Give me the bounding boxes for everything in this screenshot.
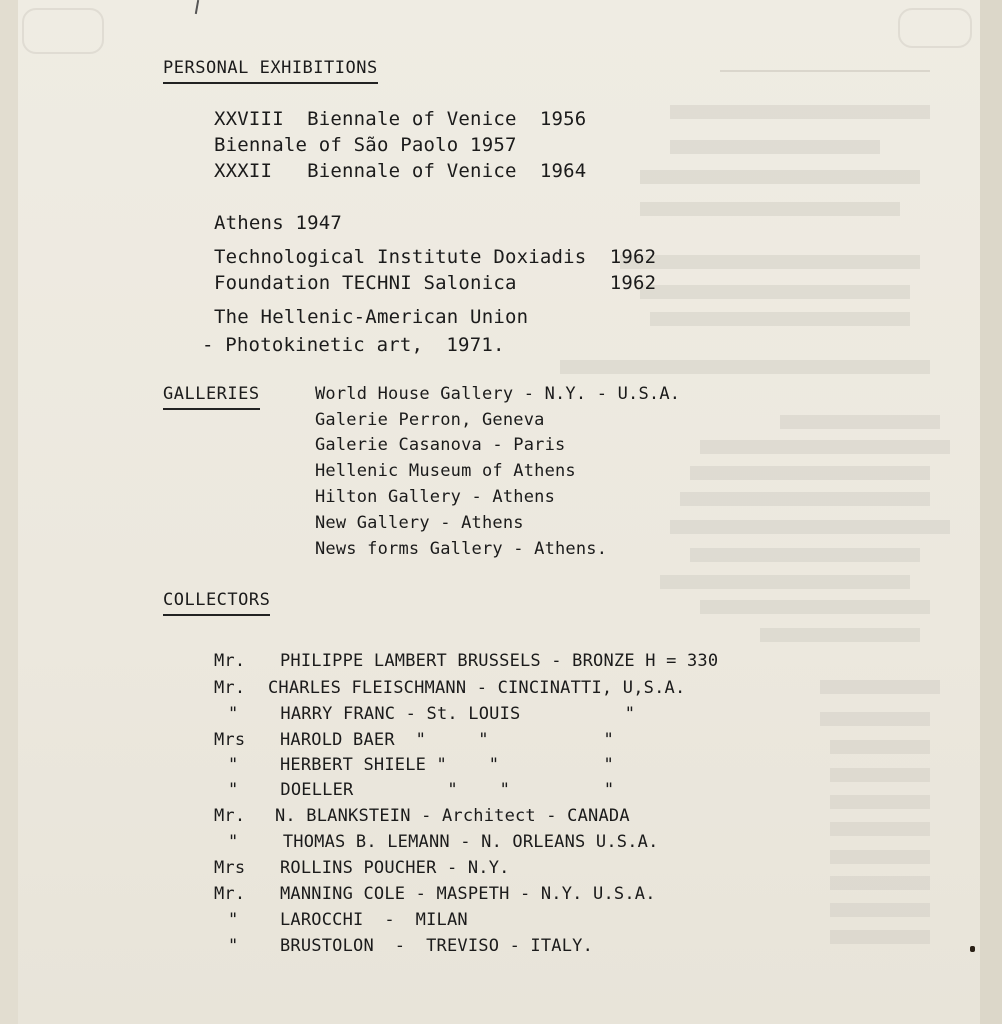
personal-exhibition-item: Technological Institute Doxiadis 1962: [214, 246, 657, 268]
collector-title: Mr.: [214, 651, 246, 671]
page-edge-left: [0, 0, 18, 1024]
gallery-item: Galerie Casanova - Paris: [315, 435, 566, 455]
personal-exhibition-item: - Photokinetic art, 1971.: [202, 334, 505, 356]
collector-title: Mrs: [214, 730, 246, 750]
collector-title: Mr.: [214, 884, 246, 904]
gallery-item: Hilton Gallery - Athens: [315, 487, 556, 507]
collector-entry: MANNING COLE - MASPETH - N.Y. U.S.A.: [280, 884, 656, 904]
collector-entry: PHILIPPE LAMBERT BRUSSELS - BRONZE H = 330: [280, 651, 719, 671]
collector-title: ": [228, 910, 239, 930]
pencil-mark: [195, 0, 199, 14]
collector-title: ": [228, 832, 239, 852]
collector-title: ": [228, 755, 239, 775]
collector-entry: CHARLES FLEISCHMANN - CINCINATTI, U,S.A.: [268, 678, 686, 698]
collector-entry: ROLLINS POUCHER - N.Y.: [280, 858, 510, 878]
collector-entry: LAROCCHI - MILAN: [280, 910, 468, 930]
gallery-item: New Gallery - Athens: [315, 513, 524, 533]
collector-title: ": [228, 704, 239, 724]
collector-title: Mr.: [214, 678, 246, 698]
gallery-item: News forms Gallery - Athens.: [315, 539, 608, 559]
personal-exhibition-item: The Hellenic-American Union: [214, 306, 529, 328]
gallery-item: Hellenic Museum of Athens: [315, 461, 576, 481]
collector-entry: HAROLD BAER " " ": [280, 730, 614, 750]
collectors-heading: COLLECTORS: [163, 590, 270, 616]
page-edge-right: [980, 0, 1002, 1024]
personal-exhibition-item: Biennale of São Paolo 1957: [214, 134, 517, 156]
collector-title: ": [228, 936, 239, 956]
collector-entry: HERBERT SHIELE " " ": [280, 755, 614, 775]
personal-exhibition-item: Athens 1947: [214, 212, 343, 234]
personal-exhibition-item: XXXII Biennale of Venice 1964: [214, 160, 587, 182]
personal-exhibition-item: XXVIII Biennale of Venice 1956: [214, 108, 587, 130]
collector-entry: HARRY FRANC - St. LOUIS ": [270, 704, 636, 724]
collector-entry: N. BLANKSTEIN - Architect - CANADA: [275, 806, 630, 826]
personal-exhibition-item: Foundation TECHNI Salonica 1962: [214, 272, 657, 294]
gallery-item: Galerie Perron, Geneva: [315, 410, 545, 430]
faded-stamp-mark: [22, 8, 104, 54]
collector-title: ": [228, 780, 239, 800]
collector-entry: DOELLER " " ": [270, 780, 615, 800]
collector-entry: THOMAS B. LEMANN - N. ORLEANS U.S.A.: [262, 832, 659, 852]
collector-entry: BRUSTOLON - TREVISO - ITALY.: [280, 936, 594, 956]
ink-spot: [970, 946, 975, 952]
gallery-item: World House Gallery - N.Y. - U.S.A.: [315, 384, 681, 404]
personal-exhibitions-heading: PERSONAL EXHIBITIONS: [163, 58, 378, 84]
faded-stamp-mark: [898, 8, 972, 48]
galleries-heading: GALLERIES: [163, 384, 260, 410]
collector-title: Mr.: [214, 806, 246, 826]
collector-title: Mrs: [214, 858, 246, 878]
